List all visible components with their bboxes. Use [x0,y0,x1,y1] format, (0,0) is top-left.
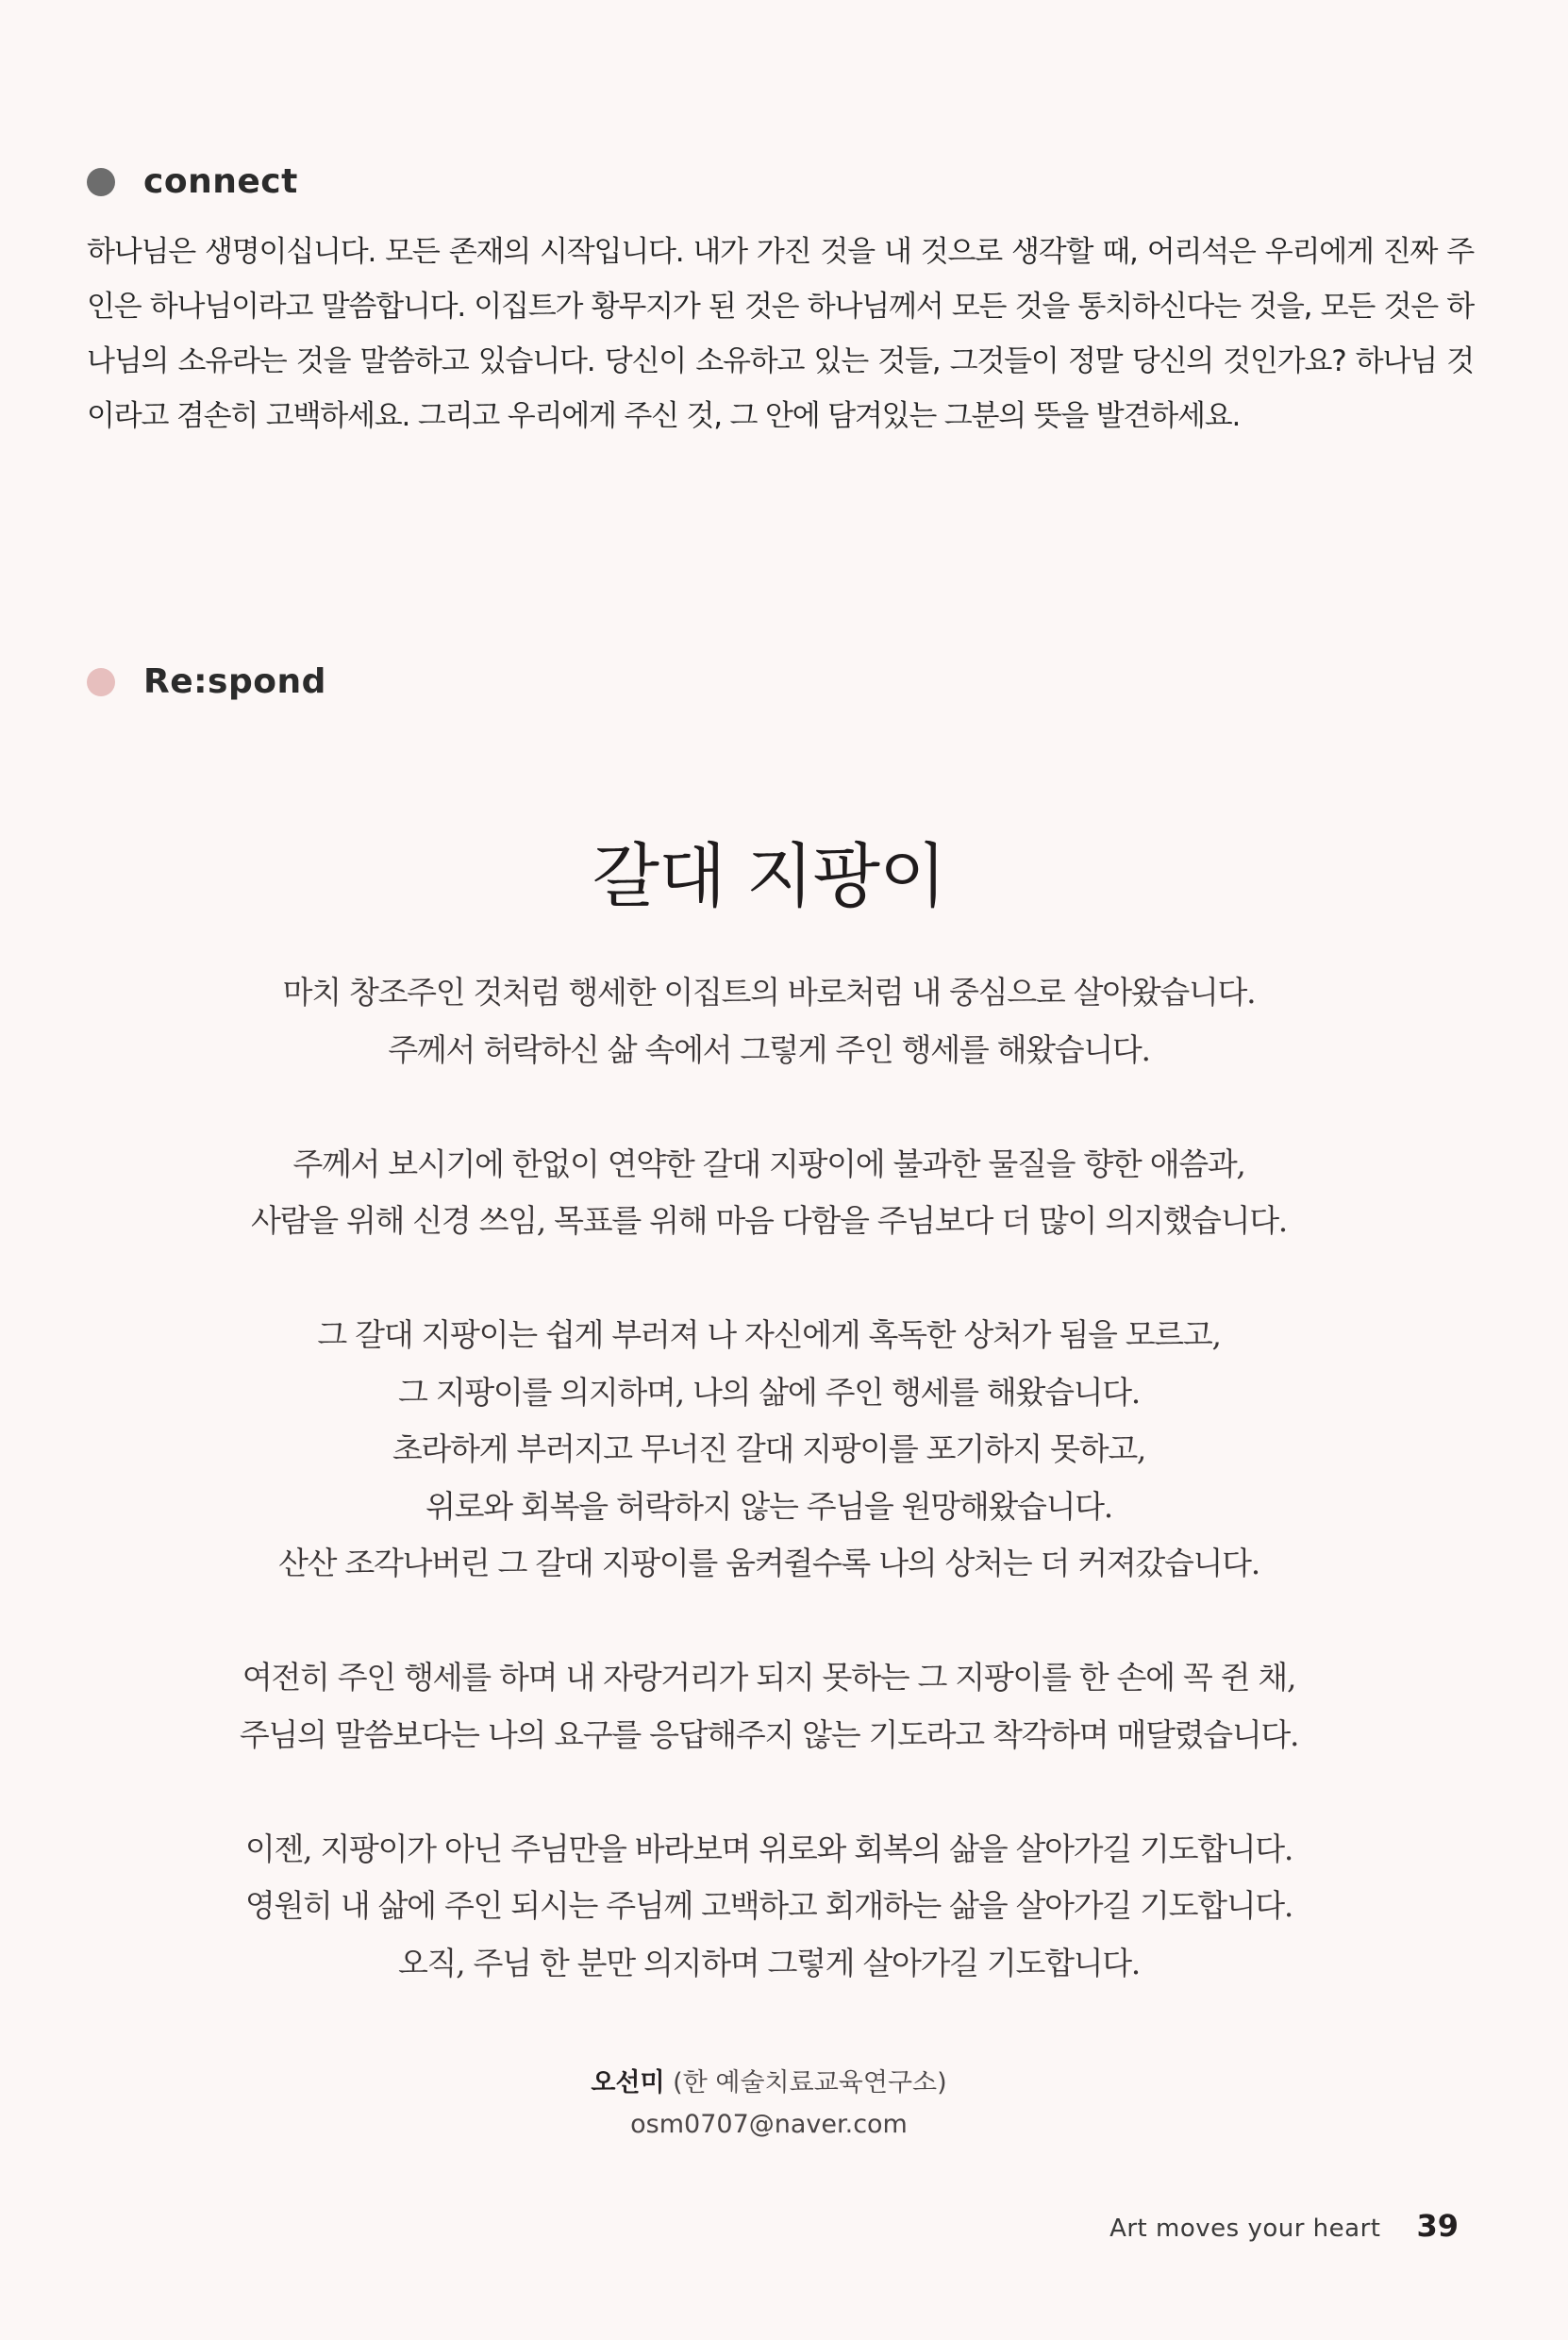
poem-line: 초라하게 부러지고 무너진 갈대 지팡이를 포기하지 못하고, [392,1430,1146,1467]
poem-stanza [0,1136,1538,1250]
poem-line: 주님의 말씀보다는 나의 요구를 응답해주지 않는 기도라고 착각하며 매달렸습니다. [239,1715,1299,1753]
poem-stanza [0,1821,1538,1993]
poem-line: 오직, 주님 한 분만 의지하며 그렇게 살아가길 기도합니다. [397,1944,1140,1981]
respond-bullet-dot [87,668,115,696]
page-number: 39 [1416,2208,1459,2244]
author-credit [0,2063,1538,2146]
connect-bullet-dot [87,168,115,196]
poem-stanza [0,964,1538,1078]
poem-stanza [0,1307,1538,1593]
connect-section-heading [87,162,298,201]
poem-line: 주께서 보시기에 한없이 연약한 갈대 지팡이에 불과한 물질을 향한 애씀과, [292,1145,1245,1182]
poem-title: 갈대 지팡이 [592,836,946,917]
author-name: 오선미 [591,2068,665,2098]
poem-line: 여전히 주인 행세를 하며 내 자랑거리가 되지 못하는 그 지팡이를 한 손에 꼭 쥔 채, [242,1659,1296,1696]
author-organization: (한 예술치료교육연구소) [673,2068,947,2098]
poem-stanza [0,1649,1538,1763]
poem-line: 이젠, 지팡이가 아닌 주님만을 바라보며 위로와 회복의 삶을 살아가길 기도합니다. [244,1830,1293,1867]
poem-body [0,964,1538,1992]
respond-section-heading [87,662,326,701]
footer-tagline: Art moves your heart [1109,2215,1381,2243]
poem-line: 주께서 허락하신 삶 속에서 그렇게 주인 행세를 해왔습니다. [388,1030,1150,1068]
poem-line: 사람을 위해 신경 쓰임, 목표를 위해 마음 다함을 주님보다 더 많이 의지했습니다. [251,1202,1287,1239]
poem-line: 그 지팡이를 의지하며, 나의 삶에 주인 행세를 해왔습니다. [397,1373,1140,1411]
connect-paragraph: 하나님은 생명이십니다. 모든 존재의 시작입니다. 내가 가진 것을 내 것으로 생각할 때, 어리석은 우리에게 진짜 주인은 하나님이라고 말씀합니다. 이집트가 황무지가 된 것은 하나님께서 모든 것을 통치하신다는 것을, 모든 것은 하나님의 소유라는 것을 말씀하고 있습니다. 당신이 소유하고 있는 것들, 그것들이 정말 당신의 것인가요? 하나님 것이라고 겸손히 고백하세요. 그리고 우리에게 주신 것, 그 안에 담겨있는 그분의 뜻을 발견하세요. [87,235,1474,433]
poem-line: 산산 조각나버린 그 갈대 지팡이를 움켜쥘수록 나의 상처는 더 커져갔습니다. [278,1545,1259,1581]
author-email: osm0707@naver.com [630,2110,908,2139]
page-footer [1109,2208,1459,2244]
poem-line: 영원히 내 삶에 주인 되시는 주님께 고백하고 회개하는 삶을 살아가길 기도합니다. [244,1887,1293,1924]
poem-line: 그 갈대 지팡이는 쉽게 부러져 나 자신에게 혹독한 상처가 됨을 모르고, [317,1316,1221,1353]
poem-line: 마치 창조주인 것처럼 행세한 이집트의 바로처럼 내 중심으로 살아왔습니다. [282,974,1256,1011]
poem-line: 위로와 회복을 허락하지 않는 주님을 원망해왔습니다. [425,1487,1112,1525]
connect-heading: connect [143,162,298,201]
respond-heading: Re:spond [143,662,326,701]
